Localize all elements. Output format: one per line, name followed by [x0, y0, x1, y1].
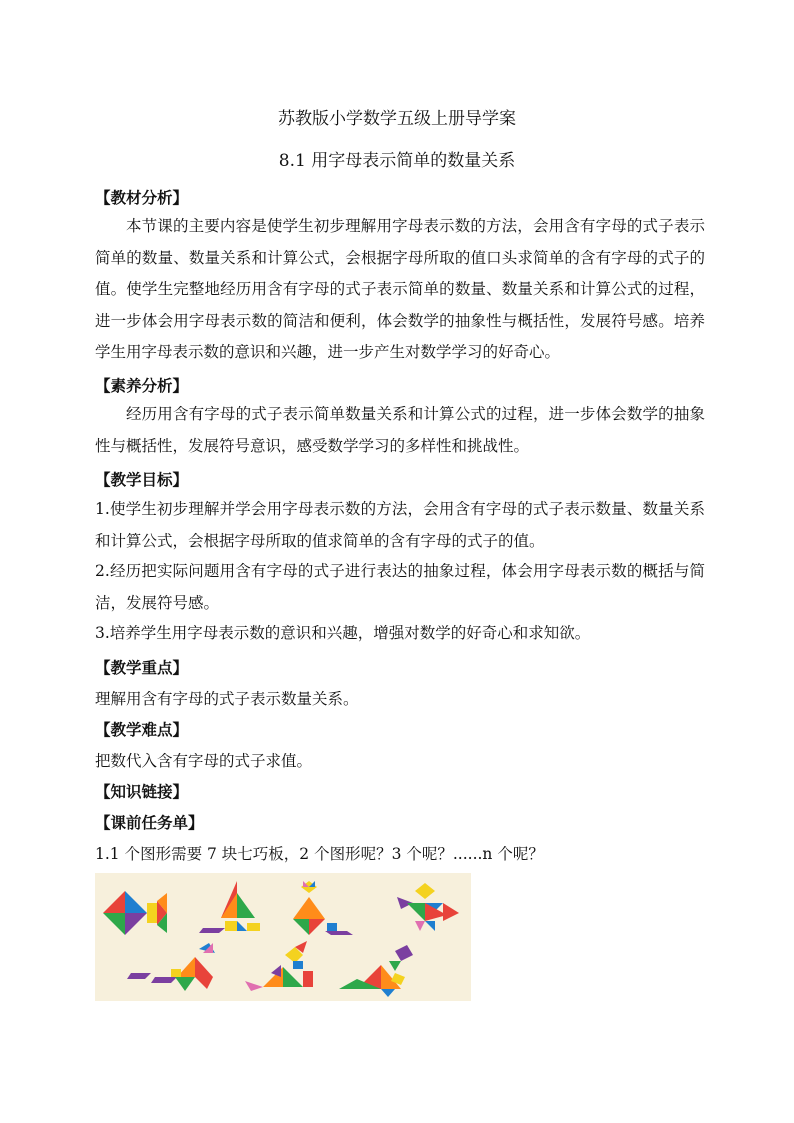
key-text: 理解用含有字母的式子表示数量关系。 — [95, 690, 359, 708]
goal-item-1: 1.使学生初步理解并学会用字母表示数的方法，会用含有字母的式子表示数量、数量关系和计算公式，会根据字母所取的值求简单的含有字母的式子的值。 — [95, 500, 705, 550]
tangram-figures-image — [95, 873, 471, 1001]
tangram-sailboat — [199, 881, 260, 933]
analysis-paragraph: 本节课的主要内容是使学生初步理解用字母表示数的方法，会用含有字母的式子表示简单的数量、数量关系和计算公式，会根据字母所取的值口头求简单的含有字母的式子的值。使学生完整地经历用含有字母的式子表示简单的数量、数量关系和计算公式的过程，进一步体会用字母表示数的简洁和便利，体会数学的抽象性与概括性，发展符号感。培养学生用字母表示数的意识和兴趣，进一步产生对数学学习的好奇心。 — [95, 217, 705, 361]
analysis-heading: 【教材分析】 — [95, 189, 189, 207]
goals-heading: 【教学目标】 — [95, 471, 189, 489]
tangram-fish — [103, 891, 167, 935]
tangram-cat — [293, 881, 353, 935]
knowledge-link-heading: 【知识链接】 — [95, 783, 189, 801]
tangram-swan — [339, 945, 413, 997]
key-heading: 【教学重点】 — [95, 659, 189, 677]
lesson-subtitle: 8.1 用字母表示简单的数量关系 — [278, 151, 516, 171]
tangram-bird — [397, 883, 459, 931]
difficulty-text: 把数代入含有字母的式子求值。 — [95, 752, 313, 770]
tangram-figure-runner — [127, 943, 215, 991]
task-list-heading: 【课前任务单】 — [95, 814, 204, 832]
document-title: 苏教版小学数学五级上册导学案 — [278, 109, 516, 129]
difficulty-heading: 【教学难点】 — [95, 721, 189, 739]
goal-item-3: 3.培养学生用字母表示数的意识和兴趣，增强对数学的好奇心和求知欲。 — [95, 624, 591, 642]
tangram-duck — [245, 941, 313, 991]
literacy-heading: 【素养分析】 — [95, 377, 189, 395]
goal-item-2: 2.经历把实际问题用含有字母的式子进行表达的抽象过程，体会用字母表示数的概括与简洁，发展符号感。 — [95, 562, 705, 612]
literacy-paragraph: 经历用含有字母的式子表示简单数量关系和计算公式的过程，进一步体会数学的抽象性与概括性，发展符号意识，感受数学学习的多样性和挑战性。 — [95, 405, 705, 455]
task-question: 1.1 个图形需要 7 块七巧板，2 个图形呢？3 个呢？......n 个呢？ — [95, 845, 544, 863]
